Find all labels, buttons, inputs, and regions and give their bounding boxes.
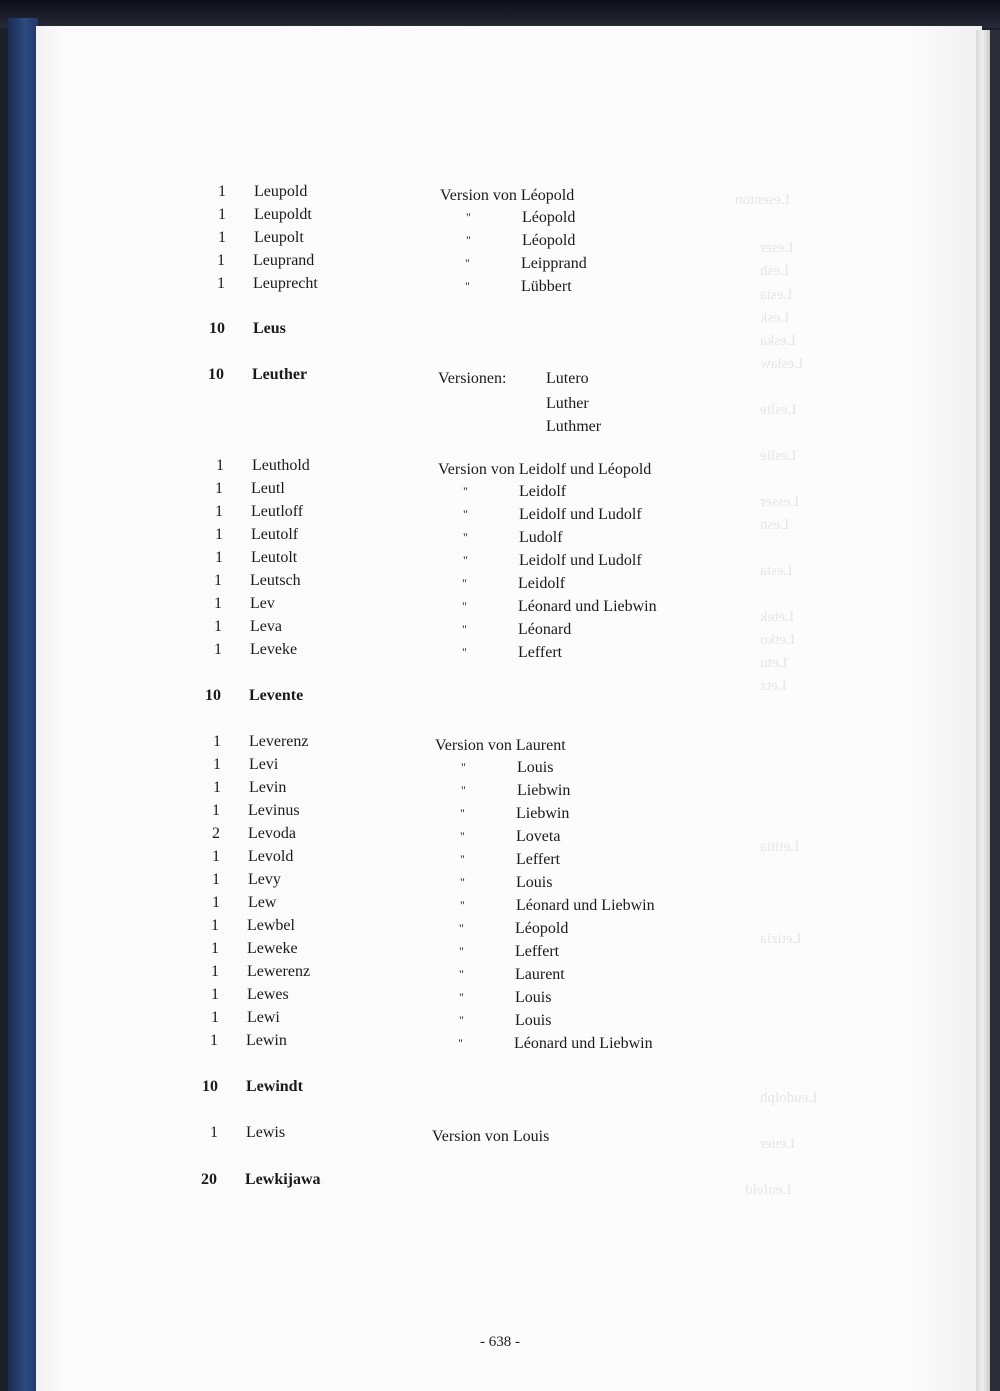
entry-row	[141, 1169, 841, 1191]
entry-row	[150, 227, 850, 249]
entry-note: Versionen:	[438, 370, 507, 387]
entry-count: 1	[210, 1032, 218, 1049]
entry-version-value: Luthmer	[546, 418, 602, 435]
entry-count: 1	[214, 641, 222, 658]
entry-count: 1	[211, 986, 219, 1003]
entry-row	[145, 754, 845, 776]
entry-note: Version von Leidolf und Léopold	[438, 461, 652, 478]
entry-row	[143, 1007, 843, 1029]
entry-version-value: Lübbert	[521, 278, 572, 295]
ditto-mark: "	[460, 829, 465, 843]
ditto-mark: "	[462, 645, 467, 659]
entry-row	[147, 547, 847, 569]
entry-count: 1	[214, 572, 222, 589]
entry-count: 1	[211, 917, 219, 934]
ditto-mark: "	[459, 944, 464, 958]
entry-name: Lewkijawa	[245, 1171, 321, 1188]
entry-row	[150, 181, 850, 203]
entry-count: 1	[218, 206, 226, 223]
entry-count: 20	[201, 1171, 217, 1188]
entry-version-value: Leidolf	[519, 483, 567, 500]
entry-name: Lewindt	[246, 1078, 303, 1095]
entry-version-value: Louis	[516, 874, 553, 891]
ditto-mark: "	[462, 576, 467, 590]
ditto-mark: "	[459, 990, 464, 1004]
entry-count: 1	[211, 940, 219, 957]
entry-count: 10	[202, 1078, 218, 1095]
entry-row	[147, 524, 847, 546]
entry-count: 1	[215, 549, 223, 566]
entry-count: 1	[210, 1124, 218, 1141]
entry-note: Version von Laurent	[435, 737, 566, 754]
entry-row	[142, 1122, 842, 1144]
book-spine	[8, 18, 38, 1391]
entry-name: Lev	[250, 595, 275, 612]
entry-note: Version von Léopold	[440, 187, 575, 204]
entry-name: Leuthold	[252, 457, 310, 474]
ditto-mark: "	[466, 210, 471, 224]
ditto-mark: "	[465, 256, 470, 270]
ditto-mark: "	[462, 622, 467, 636]
entry-count: 1	[213, 779, 221, 796]
entry-row	[149, 250, 849, 272]
entry-name: Leweke	[247, 940, 298, 957]
entry-version-value: Léopold	[522, 209, 576, 226]
ditto-mark: "	[459, 921, 464, 935]
ditto-mark: "	[460, 898, 465, 912]
ditto-mark: "	[460, 875, 465, 889]
entry-row	[144, 823, 844, 845]
entry-row	[145, 685, 845, 707]
entry-row	[148, 413, 848, 435]
entry-name: Levi	[249, 756, 279, 773]
entry-row	[145, 731, 845, 753]
entry-name: Lewi	[247, 1009, 280, 1026]
entry-row	[147, 501, 847, 523]
entry-count: 1	[215, 503, 223, 520]
entry-count: 1	[218, 229, 226, 246]
entry-count: 1	[211, 1009, 219, 1026]
ditto-mark: "	[460, 806, 465, 820]
entry-row	[148, 364, 848, 386]
entry-version-value: Louis	[517, 759, 554, 776]
entry-row	[147, 478, 847, 500]
entry-name: Lewerenz	[247, 963, 311, 980]
entry-row	[145, 777, 845, 799]
entry-row	[148, 390, 848, 412]
entry-version-value: Louis	[515, 1012, 552, 1029]
ditto-mark: "	[463, 530, 468, 544]
entry-version-value: Laurent	[515, 966, 565, 983]
ditto-mark: "	[466, 233, 471, 247]
entry-row	[142, 1030, 842, 1052]
entry-version-value: Luther	[546, 395, 589, 412]
entry-count: 1	[213, 733, 221, 750]
entry-note: Version von Louis	[432, 1128, 550, 1145]
entry-version-value: Léopold	[515, 920, 569, 937]
entry-name: Lew	[248, 894, 277, 911]
entry-version-value: Leidolf und Ludolf	[519, 506, 642, 523]
page-number: - 638 -	[480, 1334, 520, 1350]
entry-version-value: Loveta	[516, 828, 561, 845]
entry-version-value: Louis	[515, 989, 552, 1006]
entry-name: Lewis	[246, 1124, 286, 1141]
entry-version-value: Liebwin	[516, 805, 570, 822]
entry-row	[143, 915, 843, 937]
entry-version-value: Léopold	[522, 232, 576, 249]
entry-version-value: Léonard und Liebwin	[516, 897, 655, 914]
entry-name: Leva	[250, 618, 282, 635]
entry-count: 10	[208, 366, 224, 383]
entry-version-value: Leipprand	[521, 255, 587, 272]
entry-name: Levold	[248, 848, 294, 865]
entry-row	[146, 593, 846, 615]
entry-row	[143, 984, 843, 1006]
entry-name: Leverenz	[249, 733, 309, 750]
entry-count: 1	[214, 595, 222, 612]
entry-count: 1	[213, 756, 221, 773]
entry-count: 1	[215, 480, 223, 497]
entry-name: Leutsch	[250, 572, 301, 589]
entry-name: Leveke	[250, 641, 298, 658]
entry-name: Leutolt	[251, 549, 298, 566]
entry-name: Levy	[248, 871, 281, 888]
entry-name: Leutl	[251, 480, 285, 497]
entry-row	[148, 455, 848, 477]
entry-count: 1	[218, 183, 226, 200]
entry-name: Leuprecht	[253, 275, 318, 292]
entry-row	[143, 938, 843, 960]
entry-count: 10	[205, 687, 221, 704]
entry-row	[142, 1076, 842, 1098]
entry-count: 1	[214, 618, 222, 635]
entry-version-value: Leidolf und Ludolf	[519, 552, 642, 569]
entry-version-value: Leffert	[516, 851, 561, 868]
entry-name: Levente	[249, 687, 304, 704]
entry-count: 1	[211, 963, 219, 980]
entry-version-value: Lutero	[546, 370, 589, 387]
entry-name: Leutolf	[251, 526, 299, 543]
ditto-mark: "	[459, 1013, 464, 1027]
ditto-mark: "	[458, 1036, 463, 1050]
entry-row	[144, 846, 844, 868]
entry-name: Levin	[249, 779, 287, 796]
entry-count: 1	[215, 526, 223, 543]
entry-name: Levoda	[248, 825, 296, 842]
ditto-mark: "	[463, 484, 468, 498]
entry-version-value: Léonard und Liebwin	[518, 598, 657, 615]
entry-version-value: Ludolf	[519, 529, 563, 546]
entry-version-value: Leffert	[518, 644, 563, 661]
ditto-mark: "	[465, 279, 470, 293]
entry-count: 1	[212, 871, 220, 888]
entry-count: 2	[212, 825, 220, 842]
entry-name: Leuther	[252, 366, 308, 383]
entry-row	[146, 570, 846, 592]
entry-count: 1	[212, 894, 220, 911]
entry-name: Leupolt	[254, 229, 304, 246]
entry-name: Lewbel	[247, 917, 295, 934]
entry-version-value: Leidolf	[518, 575, 566, 592]
entry-row	[150, 204, 850, 226]
entry-version-value: Leffert	[515, 943, 560, 960]
entry-row	[144, 800, 844, 822]
entry-name: Leuprand	[253, 252, 315, 269]
entry-row	[146, 616, 846, 638]
ditto-mark: "	[460, 852, 465, 866]
entry-version-value: Léonard und Liebwin	[514, 1035, 653, 1052]
ditto-mark: "	[459, 967, 464, 981]
ditto-mark: "	[463, 553, 468, 567]
entry-count: 1	[217, 252, 225, 269]
entry-row	[143, 961, 843, 983]
entry-name: Lewes	[247, 986, 289, 1003]
entry-name: Leus	[253, 320, 286, 337]
entry-version-value: Liebwin	[517, 782, 571, 799]
entry-name: Leupold	[254, 183, 308, 200]
entry-version-value: Léonard	[518, 621, 572, 638]
entry-count: 1	[212, 802, 220, 819]
entry-count: 1	[212, 848, 220, 865]
entry-row	[146, 639, 846, 661]
entry-row	[144, 892, 844, 914]
entry-count: 1	[217, 275, 225, 292]
book-binding-top	[0, 0, 1000, 28]
entry-name: Lewin	[246, 1032, 287, 1049]
ditto-mark: "	[461, 783, 466, 797]
entry-row	[144, 869, 844, 891]
entry-name: Leutloff	[251, 503, 304, 520]
ditto-mark: "	[463, 507, 468, 521]
page-edge-shadow	[990, 30, 1000, 1391]
ditto-mark: "	[462, 599, 467, 613]
entry-row	[149, 318, 849, 340]
entry-count: 10	[209, 320, 225, 337]
ditto-mark: "	[461, 760, 466, 774]
entry-name: Levinus	[248, 802, 300, 819]
entry-name: Leupoldt	[254, 206, 312, 223]
entry-count: 1	[216, 457, 224, 474]
entry-row	[149, 273, 849, 295]
